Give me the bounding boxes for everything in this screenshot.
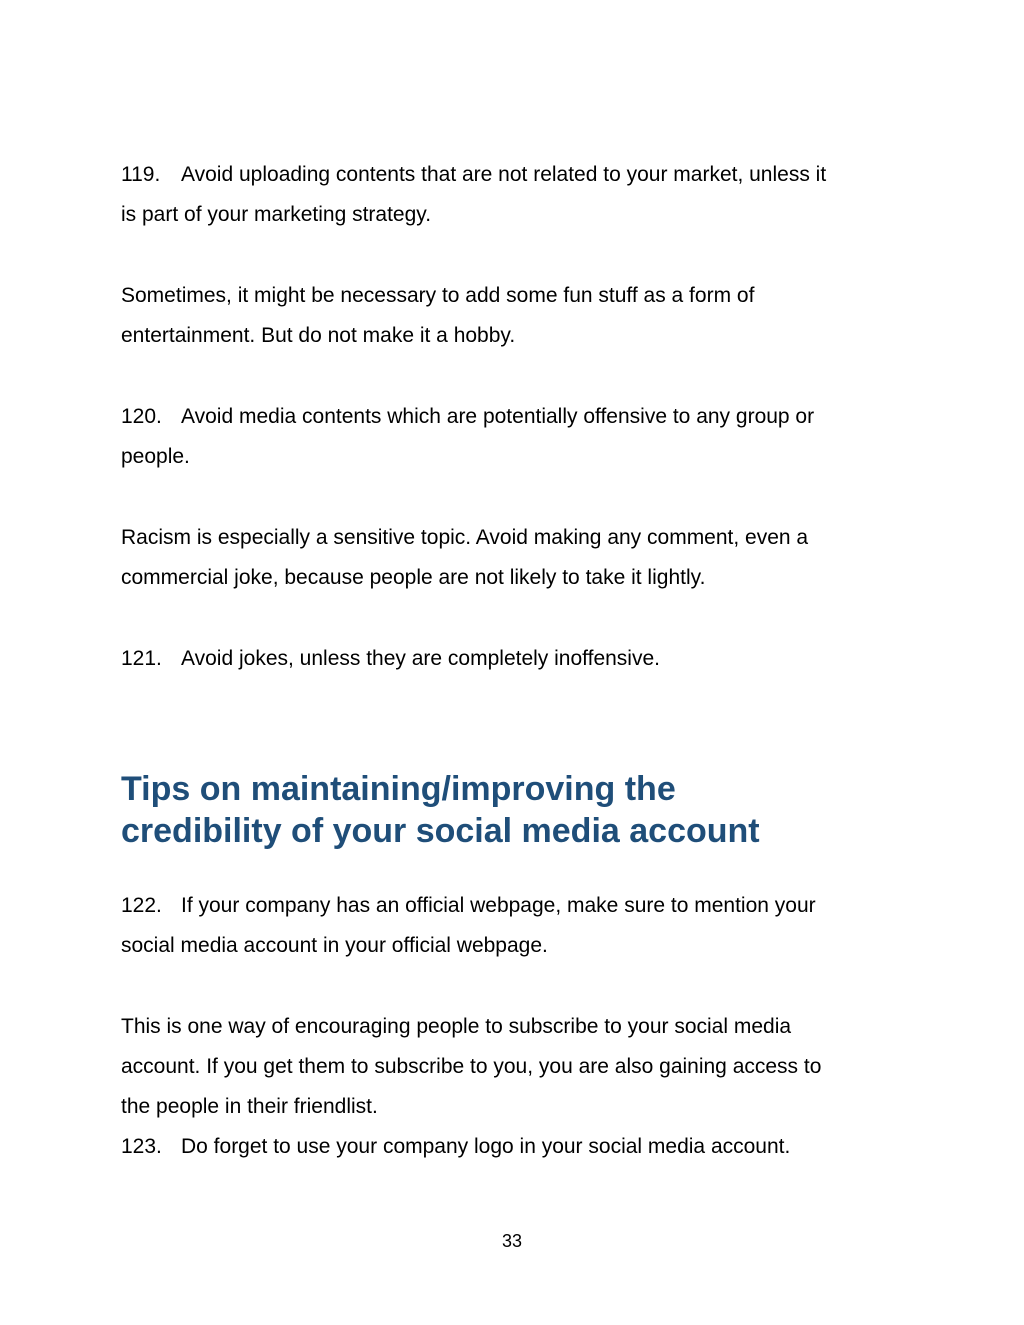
item-number: 122. [121, 894, 162, 917]
item-text: If your company has an official webpage, make sure to mention your [181, 894, 816, 917]
item-number: 120. [121, 405, 162, 428]
paragraph-line: account. If you get them to subscribe to you, you are also gaining access to [121, 1055, 822, 1078]
item-text: Do forget to use your company logo in your social media account. [181, 1135, 791, 1158]
paragraph-line: Sometimes, it might be necessary to add some fun stuff as a form of [121, 284, 755, 307]
item-text: Avoid jokes, unless they are completely inoffensive. [181, 647, 660, 670]
paragraph-line: commercial joke, because people are not likely to take it lightly. [121, 566, 706, 589]
list-item-122-continuation: social media account in your official webpage. [121, 934, 548, 957]
list-item-119-continuation: is part of your marketing strategy. [121, 203, 432, 226]
list-item-120-continuation: people. [121, 445, 190, 468]
list-item-121 [121, 647, 660, 671]
list-item-122 [121, 894, 816, 918]
item-text: Avoid media contents which are potentially offensive to any group or [181, 405, 815, 428]
document-page [121, 0, 911, 1325]
paragraph-line: This is one way of encouraging people to subscribe to your social media [121, 1015, 792, 1038]
item-text: Avoid uploading contents that are not related to your market, unless it [181, 163, 827, 186]
item-number: 119. [121, 163, 161, 186]
section-heading-line-2: credibility of your social media account [121, 812, 760, 850]
section-heading-line-1: Tips on maintaining/improving the [121, 770, 676, 808]
item-number: 121. [121, 647, 162, 670]
list-item-120 [121, 405, 814, 429]
list-item-119 [121, 163, 826, 187]
paragraph-line: entertainment. But do not make it a hobby. [121, 324, 516, 347]
paragraph-line: the people in their friendlist. [121, 1095, 378, 1118]
page-number: 33 [501, 1231, 523, 1251]
paragraph-line: Racism is especially a sensitive topic. Avoid making any comment, even a [121, 526, 809, 549]
list-item-123 [121, 1135, 790, 1159]
item-number: 123. [121, 1135, 162, 1158]
